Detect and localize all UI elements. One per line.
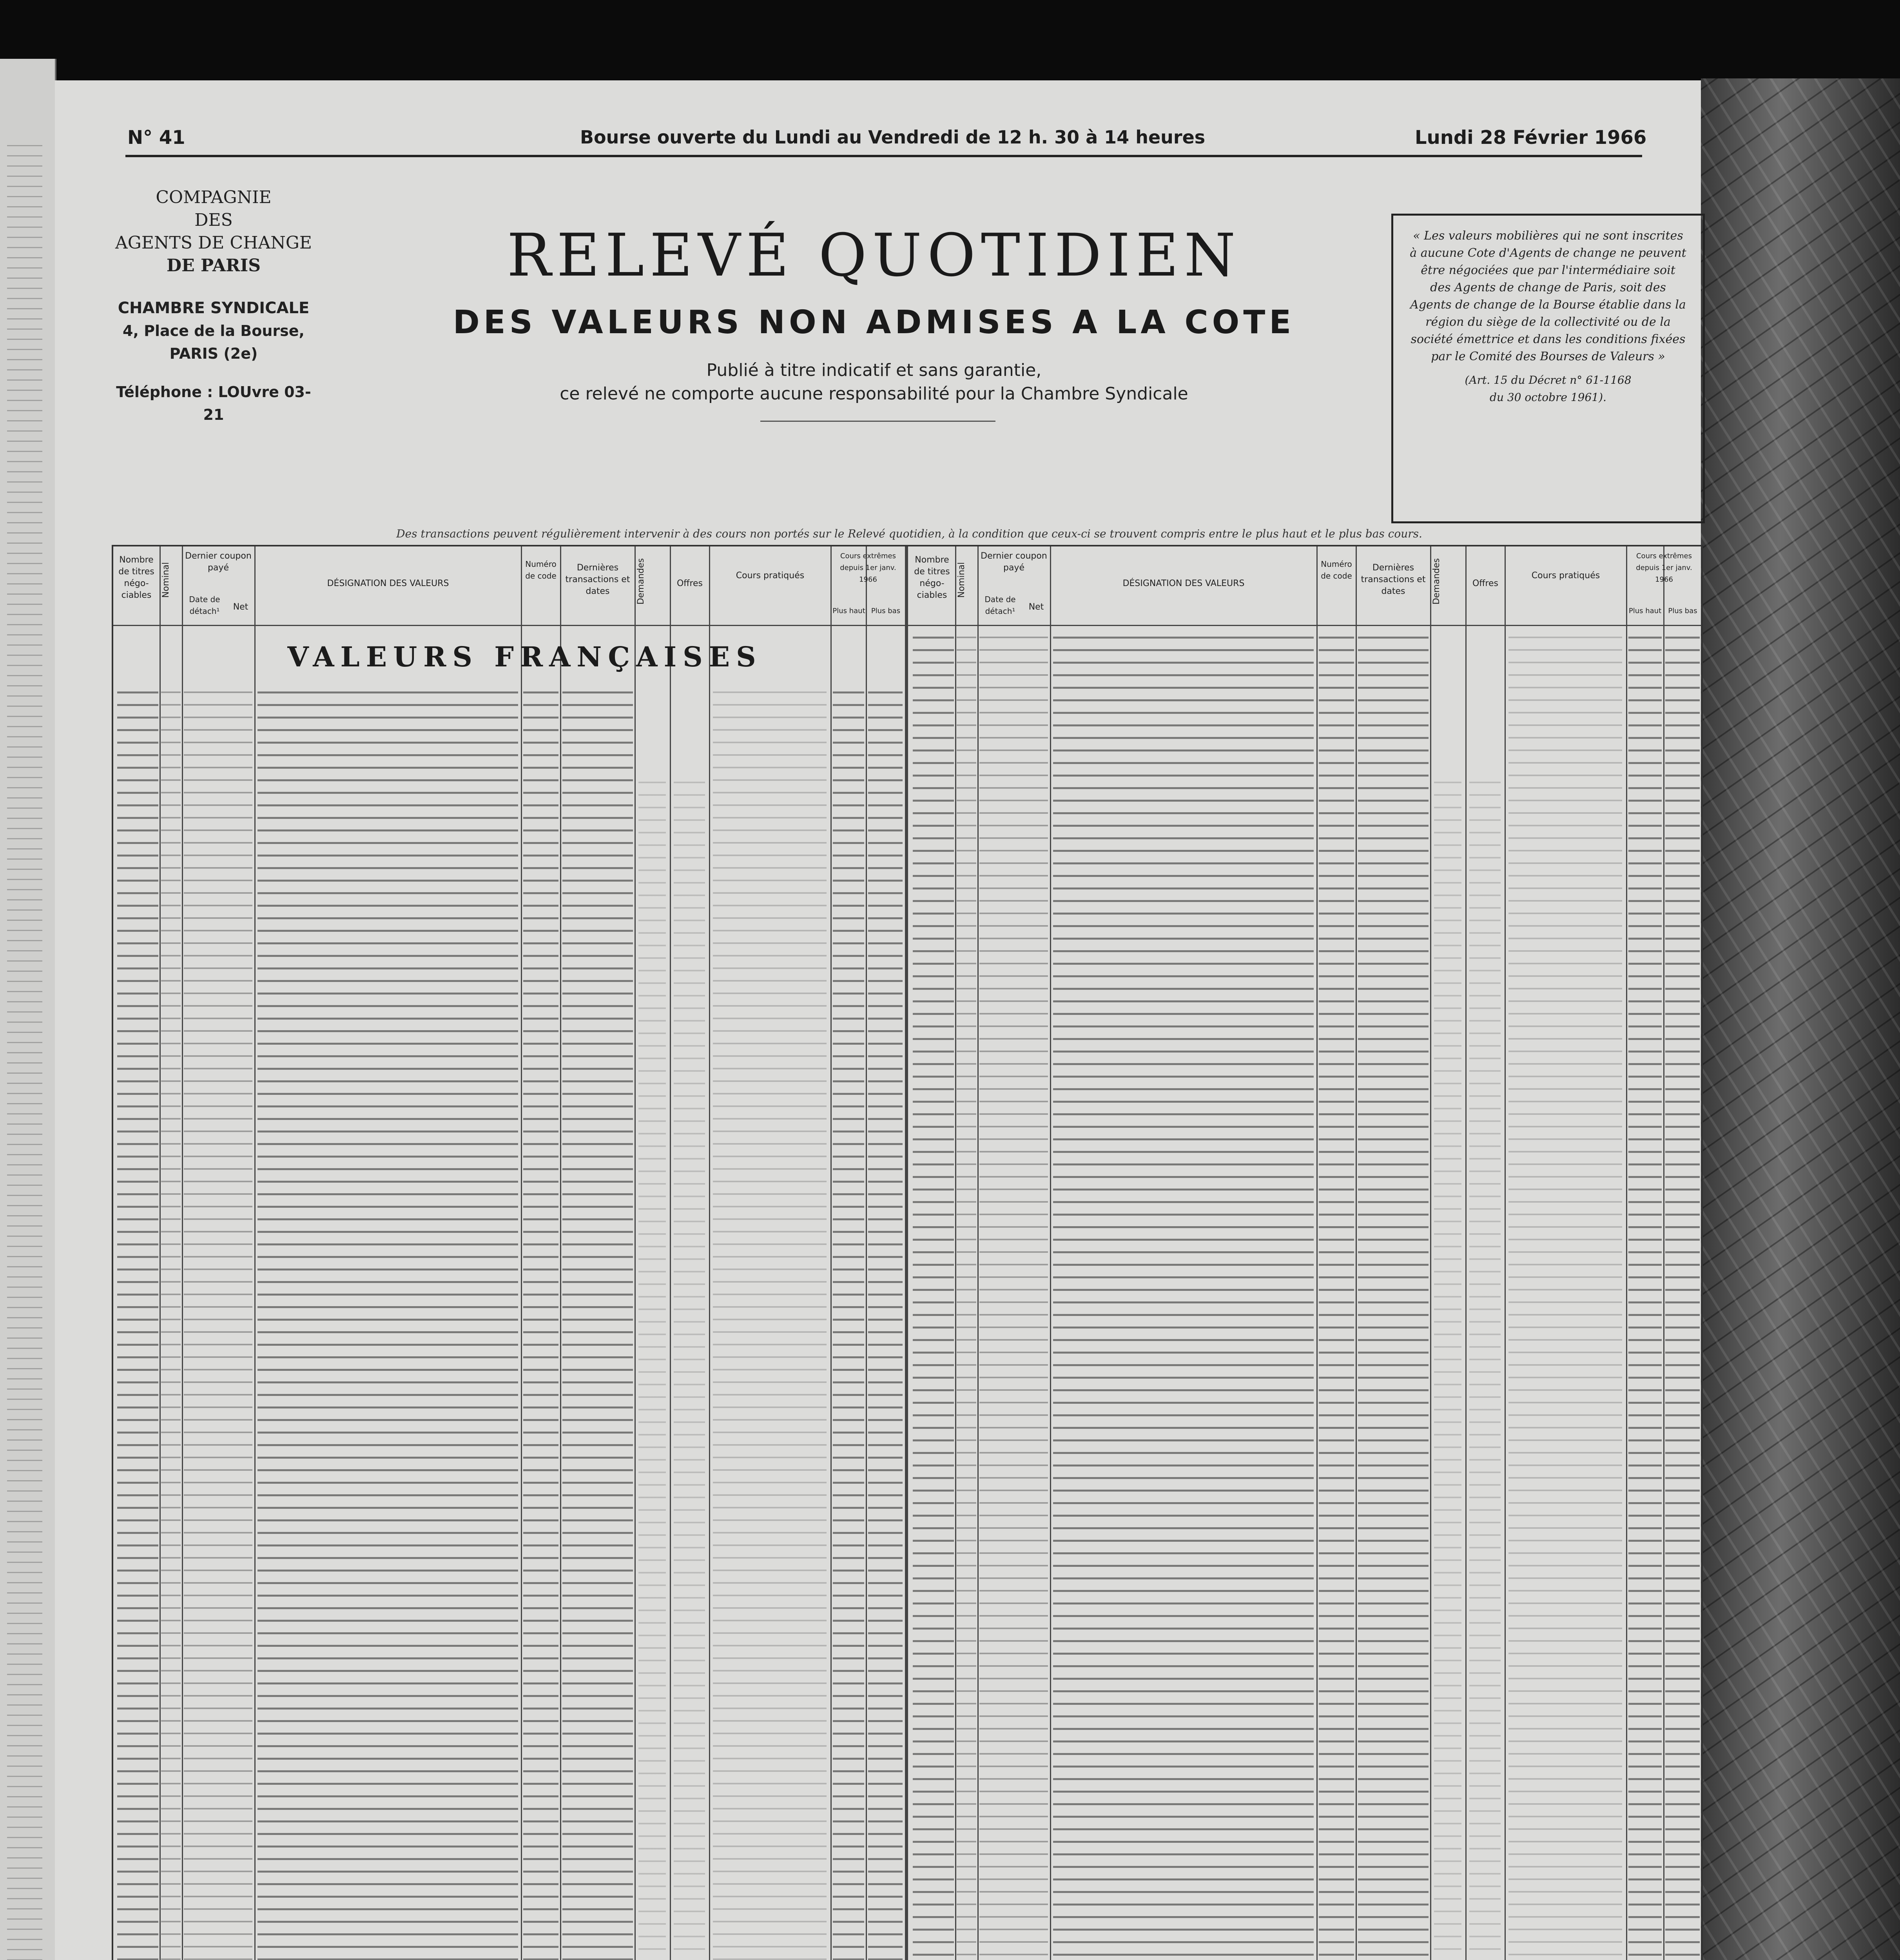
col-head-date-detach: Date de détach¹ bbox=[189, 595, 220, 616]
company-line-1: COMPAGNIE bbox=[156, 187, 272, 207]
col-line bbox=[160, 546, 161, 1960]
col-line bbox=[182, 546, 183, 1960]
right-nominal-rows bbox=[957, 637, 976, 1960]
tagline bbox=[408, 359, 1340, 406]
facing-page-edge bbox=[0, 59, 56, 1960]
col-head-code-right: Numéro de code bbox=[1321, 559, 1352, 581]
legal-notice-ref-1: (Art. 15 du Décret n° 61-1168 bbox=[1465, 374, 1632, 387]
left-designation-rows bbox=[257, 691, 518, 1960]
col-line bbox=[1356, 546, 1357, 1960]
col-line bbox=[1465, 546, 1467, 1960]
right-code-rows bbox=[1319, 637, 1354, 1960]
col-head-demandes: Demandes bbox=[636, 558, 646, 605]
company-line-3: AGENTS DE CHANGE bbox=[115, 233, 312, 253]
col-head-net: Net bbox=[233, 602, 248, 612]
issue-number: N° 41 bbox=[127, 127, 185, 149]
marbled-binding bbox=[1701, 78, 1900, 1960]
col-head-offres: Offres bbox=[676, 579, 703, 588]
col-line bbox=[635, 546, 636, 1960]
left-plus-haut-rows bbox=[833, 691, 864, 1960]
legal-notice-text: « Les valeurs mobilières qui ne sont inscrites à aucune Cote d'Agents de change ne peuvent être négociées que par l'intermédiaire soit des Agents de change de Paris, soit des Agents de change de la Bourse établie dans la région du siège de la collectivité ou de la société émettrice et dans les conditions fixées par le Comité des Bourses de Valeurs » bbox=[1410, 229, 1686, 363]
col-head-extremes-right: Cours extrêmes depuis 1er janv. 1966 bbox=[1636, 552, 1692, 584]
col-head-code: Numéro de code bbox=[525, 559, 557, 581]
col-head-cours: Cours pratiqués bbox=[736, 571, 805, 581]
facing-page-text-lines bbox=[7, 145, 42, 1960]
left-nombre-rows bbox=[117, 691, 158, 1960]
bulletin-page bbox=[55, 80, 1701, 1960]
left-nominal-rows bbox=[161, 691, 181, 1960]
left-coupon-rows bbox=[184, 691, 252, 1960]
left-code-rows bbox=[523, 691, 558, 1960]
col-head-plus-bas: Plus bas bbox=[871, 607, 901, 615]
company-line-2: DES bbox=[194, 210, 233, 230]
right-plus-bas-rows bbox=[1665, 637, 1700, 1960]
col-line bbox=[560, 546, 561, 1960]
col-head-designation: DÉSIGNATION DES VALEURS bbox=[327, 579, 449, 588]
col-head-nombre: Nombre de titres négo- ciables bbox=[118, 555, 154, 600]
col-line bbox=[670, 546, 671, 1960]
title-rule bbox=[760, 421, 995, 422]
col-head-coupon-right: Dernier coupon payé bbox=[981, 551, 1047, 573]
legal-notice-ref-2: du 30 octobre 1961). bbox=[1490, 391, 1606, 404]
left-cours-rows bbox=[713, 691, 827, 1960]
table-center-divider bbox=[905, 546, 908, 1960]
right-offres-rows bbox=[1469, 782, 1501, 1960]
col-line bbox=[977, 546, 979, 1960]
trading-hours: Bourse ouverte du Lundi au Vendredi de 12 h. 30 à 14 heures bbox=[580, 127, 1206, 148]
company-block bbox=[112, 186, 315, 426]
col-head-plus-bas-right: Plus bas bbox=[1668, 607, 1697, 615]
col-head-nominal: Nominal bbox=[161, 562, 171, 598]
col-line bbox=[709, 546, 710, 1960]
right-cours-rows bbox=[1508, 637, 1622, 1960]
col-line bbox=[1430, 546, 1431, 1960]
company-address: 4, Place de la Bourse, PARIS (2e) bbox=[123, 322, 305, 362]
col-line bbox=[1663, 546, 1664, 1960]
tagline-line-2: ce relevé ne comporte aucune responsabilité pour la Chambre Syndicale bbox=[560, 384, 1188, 404]
col-head-dernieres: Dernières transactions et dates bbox=[565, 563, 630, 596]
left-plus-bas-rows bbox=[868, 691, 903, 1960]
col-head-offres-right: Offres bbox=[1472, 579, 1499, 588]
header-rule bbox=[125, 155, 1642, 157]
col-head-nombre-right: Nombre de titres négo- ciables bbox=[914, 555, 950, 600]
legal-notice-box bbox=[1391, 214, 1705, 523]
right-transactions-rows bbox=[1358, 637, 1429, 1960]
col-line bbox=[830, 546, 832, 1960]
bulletin-date: Lundi 28 Février 1966 bbox=[1415, 127, 1647, 149]
right-nombre-rows bbox=[913, 637, 954, 1960]
col-head-extremes: Cours extrêmes depuis 1er janv. 1966 bbox=[840, 552, 896, 584]
col-line bbox=[254, 546, 256, 1960]
col-head-dernieres-right: Dernières transactions et dates bbox=[1361, 563, 1426, 596]
sub-title: DES VALEURS NON ADMISES A LA COTE bbox=[453, 304, 1295, 341]
right-designation-rows bbox=[1053, 637, 1314, 1960]
quotation-table bbox=[112, 545, 1703, 1960]
right-plus-haut-rows bbox=[1628, 637, 1662, 1960]
col-head-coupon: Dernier coupon payé bbox=[185, 551, 252, 573]
col-head-plus-haut: Plus haut bbox=[832, 607, 865, 615]
col-head-net-right: Net bbox=[1028, 602, 1044, 612]
transactions-note: Des transactions peuvent régulièrement intervenir à des cours non portés sur le Relevé quotidien, à la condition que ceux-ci se trouvent compris entre le plus haut et le plus bas cours. bbox=[396, 527, 1422, 540]
company-line-4: DE PARIS bbox=[167, 256, 261, 276]
col-head-nominal-right: Nominal bbox=[957, 562, 966, 598]
col-head-designation-right: DÉSIGNATION DES VALEURS bbox=[1122, 579, 1245, 588]
tagline-line-1: Publié à titre indicatif et sans garantie, bbox=[706, 360, 1042, 380]
section-title: VALEURS FRANÇAISES bbox=[287, 641, 762, 673]
right-coupon-rows bbox=[979, 637, 1048, 1960]
left-transactions-rows bbox=[562, 691, 633, 1960]
col-line bbox=[1626, 546, 1627, 1960]
left-offres-rows bbox=[674, 782, 705, 1960]
col-line bbox=[521, 546, 522, 1960]
col-head-demandes-right: Demandes bbox=[1432, 558, 1441, 605]
right-demandes-rows bbox=[1434, 782, 1461, 1960]
col-line bbox=[1505, 546, 1506, 1960]
company-phone: Téléphone : LOUvre 03-21 bbox=[116, 383, 311, 423]
main-title: RELEVÉ QUOTIDIEN bbox=[507, 221, 1241, 290]
col-line bbox=[955, 546, 956, 1960]
col-line bbox=[866, 546, 867, 1960]
col-head-cours-right: Cours pratiqués bbox=[1531, 571, 1600, 581]
col-head-date-detach-right: Date de détach¹ bbox=[984, 595, 1016, 616]
col-head-plus-haut-right: Plus haut bbox=[1628, 607, 1662, 615]
chambre-syndicale: CHAMBRE SYNDICALE bbox=[118, 299, 310, 317]
left-demandes-rows bbox=[638, 782, 666, 1960]
col-line bbox=[1050, 546, 1051, 1960]
col-line bbox=[1316, 546, 1318, 1960]
